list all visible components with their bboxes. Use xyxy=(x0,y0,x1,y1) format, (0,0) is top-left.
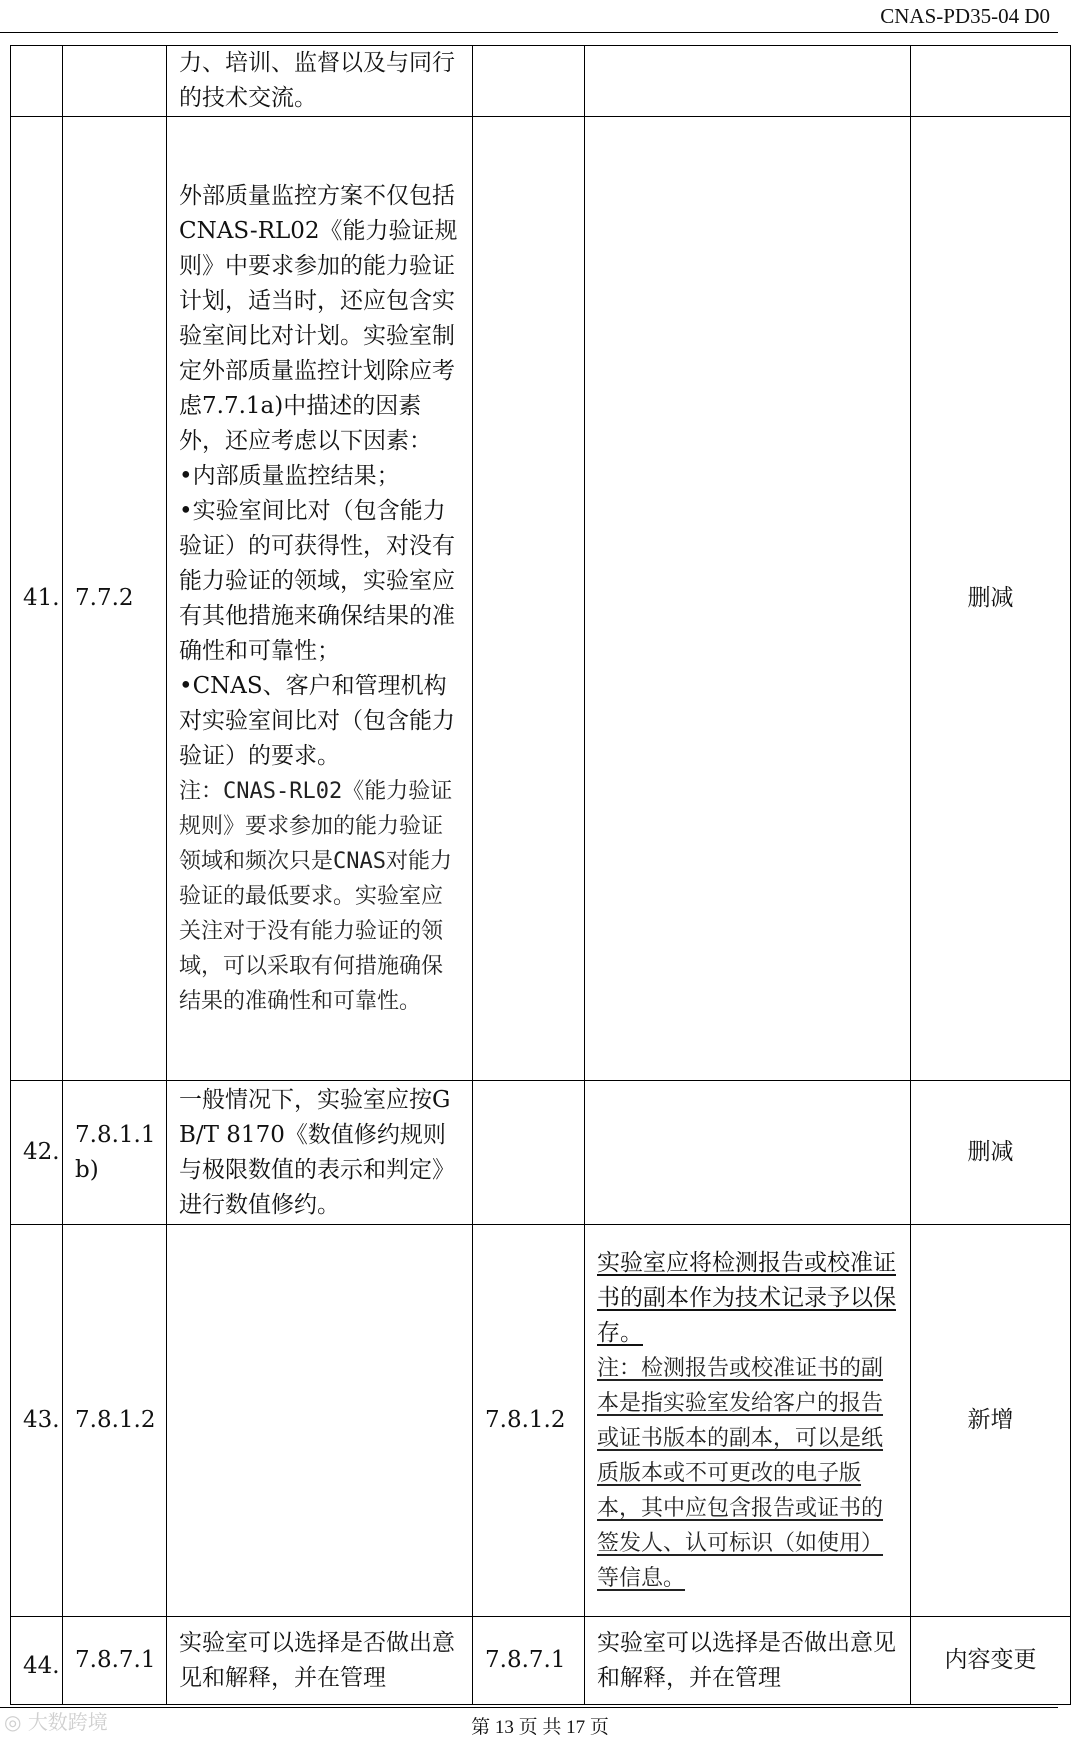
new-clause: 7.8.1.2 xyxy=(473,1225,585,1617)
table-row xyxy=(11,46,1071,117)
row-number: 42. xyxy=(11,1081,63,1225)
table-row xyxy=(11,117,1071,1081)
old-text xyxy=(167,1225,473,1617)
footer-rule xyxy=(0,1707,1058,1708)
new-text-para: 实验室应将检测报告或校准证书的副本作为技术记录予以保存。 xyxy=(597,1249,896,1346)
comparison-table xyxy=(10,45,1071,1705)
new-clause xyxy=(473,1081,585,1225)
old-text: 一般情况下，实验室应按GB/T 8170《数值修约规则与极限数值的表示和判定》进行数值修约。 xyxy=(167,1081,473,1225)
old-text-para: •内部质量监控结果； xyxy=(179,462,400,489)
old-text: 力、培训、监督以及与同行的技术交流。 xyxy=(167,46,473,117)
new-text xyxy=(585,117,911,1081)
table-row xyxy=(11,1081,1071,1225)
new-text xyxy=(585,46,911,117)
old-text: 实验室可以选择是否做出意见和解释，并在管理 xyxy=(167,1617,473,1705)
change-type: 新增 xyxy=(911,1225,1071,1617)
row-number xyxy=(11,46,63,117)
new-text xyxy=(585,1225,911,1617)
new-clause: 7.8.7.1 xyxy=(473,1617,585,1705)
row-number: 43. xyxy=(11,1225,63,1617)
watermark-logo: ◎ 大数跨境 xyxy=(4,1710,108,1734)
new-text: 实验室可以选择是否做出意见和解释，并在管理 xyxy=(585,1617,911,1705)
change-type: 删减 xyxy=(911,117,1071,1081)
old-text-para: •实验室间比对（包含能力验证）的可获得性，对没有能力验证的领域，实验室应有其他措施来确保结果的准确性和可靠性； xyxy=(179,497,455,664)
old-clause: 7.8.1.2 xyxy=(63,1225,167,1617)
page-number: 第 13 页 共 17 页 xyxy=(471,1717,609,1738)
old-clause: 7.7.2 xyxy=(63,117,167,1081)
new-clause xyxy=(473,46,585,117)
old-clause xyxy=(63,46,167,117)
change-type xyxy=(911,46,1071,117)
header-rule xyxy=(0,32,1058,33)
row-number: 44. xyxy=(11,1617,63,1705)
old-text xyxy=(167,117,473,1081)
change-type: 删减 xyxy=(911,1081,1071,1225)
new-text xyxy=(585,1081,911,1225)
old-text-para: 外部质量监控方案不仅包括CNAS-RL02《能力验证规则》中要求参加的能力验证计划，适当时，还应包含实验室间比对计划。实验室制定外部质量监控计划除应考虑7.7.1a)中描述的因素外，还应考虑以下因素： xyxy=(179,182,458,454)
change-type: 内容变更 xyxy=(911,1617,1071,1705)
table-row xyxy=(11,1225,1071,1617)
old-clause: 7.8.1.1 b) xyxy=(63,1081,167,1225)
table-row xyxy=(11,1617,1071,1705)
old-text-note: 注：CNAS-RL02《能力验证规则》要求参加的能力验证领域和频次只是CNAS对能力验证的最低要求。实验室应关注对于没有能力验证的领域，可以采取有何措施确保结果的准确性和可靠性。 xyxy=(179,778,453,1014)
old-clause: 7.8.7.1 xyxy=(63,1617,167,1705)
new-clause xyxy=(473,117,585,1081)
new-text-note: 注：检测报告或校准证书的副本是指实验室发给客户的报告或证书版本的副本，可以是纸质版本或不可更改的电子版本，其中应包含报告或证书的签发人、认可标识（如使用）等信息。 xyxy=(597,1355,884,1591)
old-text-para: •CNAS、客户和管理机构对实验室间比对（包含能力验证）的要求。 xyxy=(179,672,455,769)
row-number: 41. xyxy=(11,117,63,1081)
document-code: CNAS-PD35-04 D0 xyxy=(880,4,1050,28)
